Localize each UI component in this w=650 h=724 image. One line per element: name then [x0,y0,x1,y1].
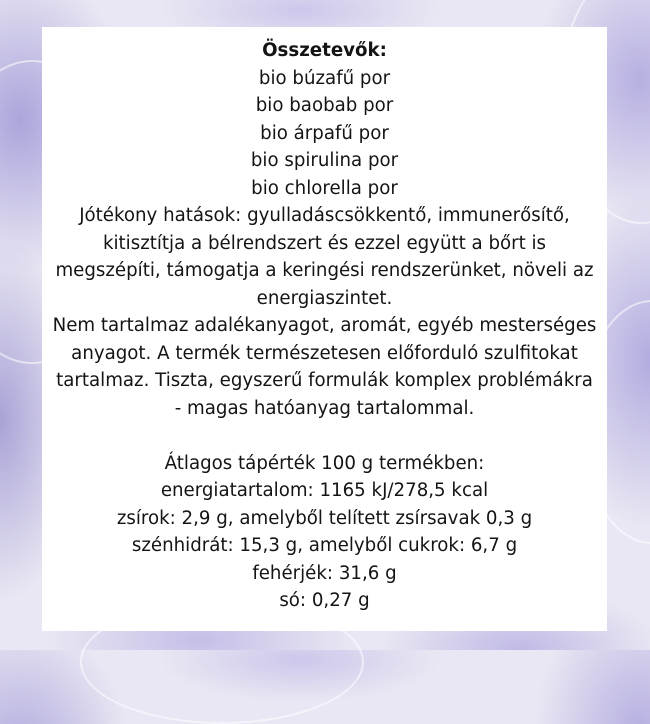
nutrition-row: fehérjék: 31,6 g [252,562,397,584]
ingredient-item: bio spirulina por [250,150,399,171]
nutrition-row: szénhidrát: 15,3 g, amelyből cukrok: 6,7 g [131,535,518,556]
benefits-line: Jótékony hatások: gyulladáscsökkentő, immunerősítő, [79,205,570,226]
benefits-line: megszépíti, támogatja a keringési rendszerünket, növeli az [55,260,594,281]
product-info-card [42,27,607,631]
ingredients-title: Összetevők: [262,40,387,61]
notes-line: - magas hatóanyag tartalommal. [174,397,475,419]
ingredient-item: bio chlorella por [251,177,398,199]
section-spacer [42,422,607,450]
notes-line: anyagot. A termék természetesen előforduló szulfitokat [71,342,578,364]
nutrition-heading: Átlagos tápérték 100 g termékben: [164,452,485,474]
ingredient-item: bio búzafű por [258,67,391,89]
ingredient-item: bio baobab por [255,95,394,116]
ingredient-item: bio árpafű por [260,122,389,144]
notes-line: Nem tartalmaz adalékanyagot, aromát, egyéb mesterséges [52,315,597,336]
nutrition-row: zsírok: 2,9 g, amelyből telített zsírsavak 0,3 g [116,507,533,529]
notes-line: tartalmaz. Tiszta, egyszerű formulák komplex problémákra [56,370,593,391]
nutrition-row: só: 0,27 g [279,590,370,611]
nutrition-row: energiatartalom: 1165 kJ/278,5 kcal [160,480,489,501]
benefits-line: kitisztítja a bélrendszert és ezzel együtt a bőrt is [102,232,547,254]
benefits-line: energiaszintet. [256,287,393,309]
